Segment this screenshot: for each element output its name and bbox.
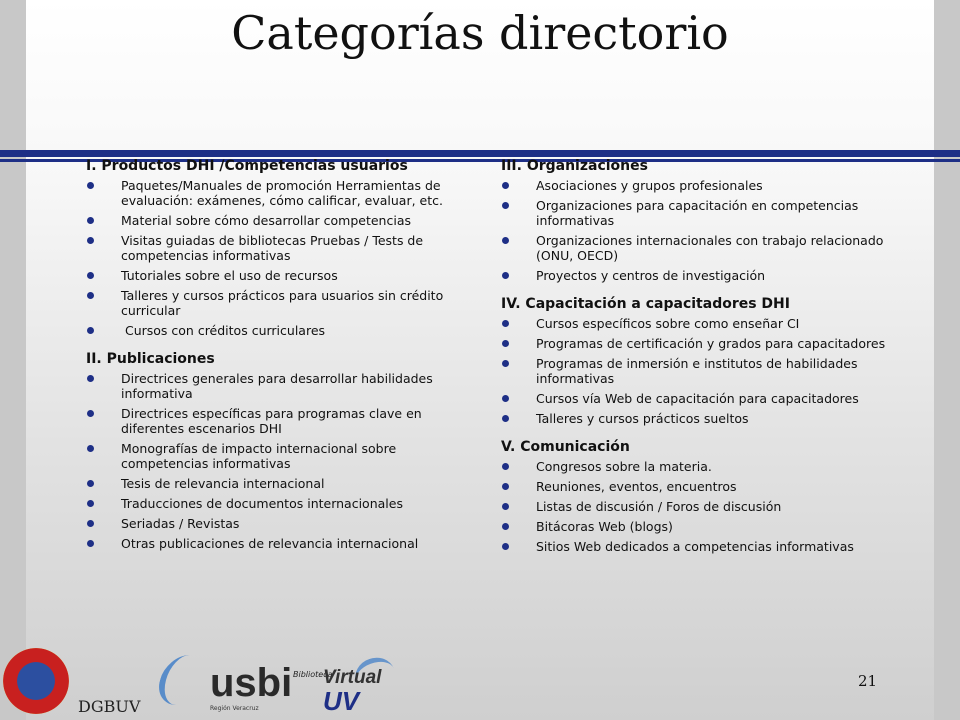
section-list-comunicacion xyxy=(501,459,893,554)
list-item: Tutoriales sobre el uso de recursos xyxy=(86,268,478,283)
bullet-icon xyxy=(87,217,94,224)
bullet-icon xyxy=(87,520,94,527)
bullet-icon xyxy=(502,202,509,209)
list-item: Talleres y cursos prácticos para usuarios sin crédito curricular xyxy=(86,288,478,318)
dgbuv-logo: DGBUV xyxy=(78,697,141,716)
bullet-icon xyxy=(502,415,509,422)
list-item: Reuniones, eventos, encuentros xyxy=(501,479,893,494)
biblioteca-label: Biblioteca xyxy=(293,670,333,679)
list-item: Listas de discusión / Foros de discusión xyxy=(501,499,893,514)
list-item: Otras publicaciones de relevancia internacional xyxy=(86,536,478,551)
page-title: Categorías directorio xyxy=(231,6,729,60)
bullet-icon xyxy=(87,540,94,547)
bullet-icon xyxy=(87,500,94,507)
list-item: Organizaciones internacionales con trabajo relacionado (ONU, OECD) xyxy=(501,233,893,263)
section-heading-productos: I. Productos DHI /Competencias usuarios xyxy=(86,158,408,174)
section-list-productos xyxy=(86,178,478,338)
bullet-icon xyxy=(502,182,509,189)
list-item: Organizaciones para capacitación en competencias informativas xyxy=(501,198,893,228)
uv-label: UV xyxy=(323,686,360,716)
list-item: Seriadas / Revistas xyxy=(86,516,478,531)
list-item: Proyectos y centros de investigación xyxy=(501,268,893,283)
section-heading-publicaciones: II. Publicaciones xyxy=(86,351,215,367)
right-column xyxy=(501,158,893,567)
bullet-icon xyxy=(87,445,94,452)
usbi-logo: usbi xyxy=(210,661,293,705)
bullet-icon xyxy=(87,375,94,382)
section-list-publicaciones xyxy=(86,371,478,551)
list-item: Sitios Web dedicados a competencias informativas xyxy=(501,539,893,554)
bullet-icon xyxy=(87,292,94,299)
bullet-icon xyxy=(502,395,509,402)
bullet-icon xyxy=(87,182,94,189)
page-number: 21 xyxy=(858,672,878,690)
title-divider-thick xyxy=(0,150,960,157)
list-item: Talleres y cursos prácticos sueltos xyxy=(501,411,893,426)
bullet-icon xyxy=(87,237,94,244)
list-item: Programas de certificación y grados para capacitadores xyxy=(501,336,893,351)
bullet-icon xyxy=(502,320,509,327)
bullet-icon xyxy=(87,410,94,417)
list-item: Paquetes/Manuales de promoción Herramientas de evaluación: exámenes, cómo calificar, evaluar, etc. xyxy=(86,178,478,208)
bullet-icon xyxy=(502,360,509,367)
usbi-region-label: Región Veracruz xyxy=(210,705,259,712)
bullet-icon xyxy=(87,327,94,334)
list-item: Directrices generales para desarrollar habilidades informativa xyxy=(86,371,478,401)
list-item: Cursos vía Web de capacitación para capacitadores xyxy=(501,391,893,406)
list-item: Visitas guiadas de bibliotecas Pruebas / Tests de competencias informativas xyxy=(86,233,478,263)
left-column xyxy=(86,158,478,564)
virtual-label: Virtual xyxy=(323,667,382,688)
virtual-uv-logo xyxy=(323,668,381,714)
bullet-icon xyxy=(87,272,94,279)
section-heading-organizaciones: III. Organizaciones xyxy=(501,158,648,174)
bullet-icon xyxy=(502,340,509,347)
list-item: Asociaciones y grupos profesionales xyxy=(501,178,893,193)
bullet-icon xyxy=(502,272,509,279)
bullet-icon xyxy=(502,237,509,244)
bullet-icon xyxy=(502,483,509,490)
list-item: Tesis de relevancia internacional xyxy=(86,476,478,491)
list-item: Traducciones de documentos internacionales xyxy=(86,496,478,511)
section-heading-capacitacion: IV. Capacitación a capacitadores DHI xyxy=(501,296,790,312)
list-item: Material sobre cómo desarrollar competencias xyxy=(86,213,478,228)
list-item: Monografías de impacto internacional sobre competencias informativas xyxy=(86,441,478,471)
list-item: Congresos sobre la materia. xyxy=(501,459,893,474)
section-list-organizaciones xyxy=(501,178,893,283)
bullet-icon xyxy=(502,543,509,550)
section-list-capacitacion xyxy=(501,316,893,426)
list-item: Bitácoras Web (blogs) xyxy=(501,519,893,534)
list-item: Programas de inmersión e institutos de habilidades informativas xyxy=(501,356,893,386)
list-item: Cursos con créditos curriculares xyxy=(86,323,478,338)
list-item: Cursos específicos sobre como enseñar CI xyxy=(501,316,893,331)
bullet-icon xyxy=(502,523,509,530)
bullet-icon xyxy=(502,463,509,470)
university-seal-icon xyxy=(3,648,69,714)
bullet-icon xyxy=(502,503,509,510)
bullet-icon xyxy=(87,480,94,487)
list-item: Directrices específicas para programas clave en diferentes escenarios DHI xyxy=(86,406,478,436)
section-heading-comunicacion: V. Comunicación xyxy=(501,439,630,455)
